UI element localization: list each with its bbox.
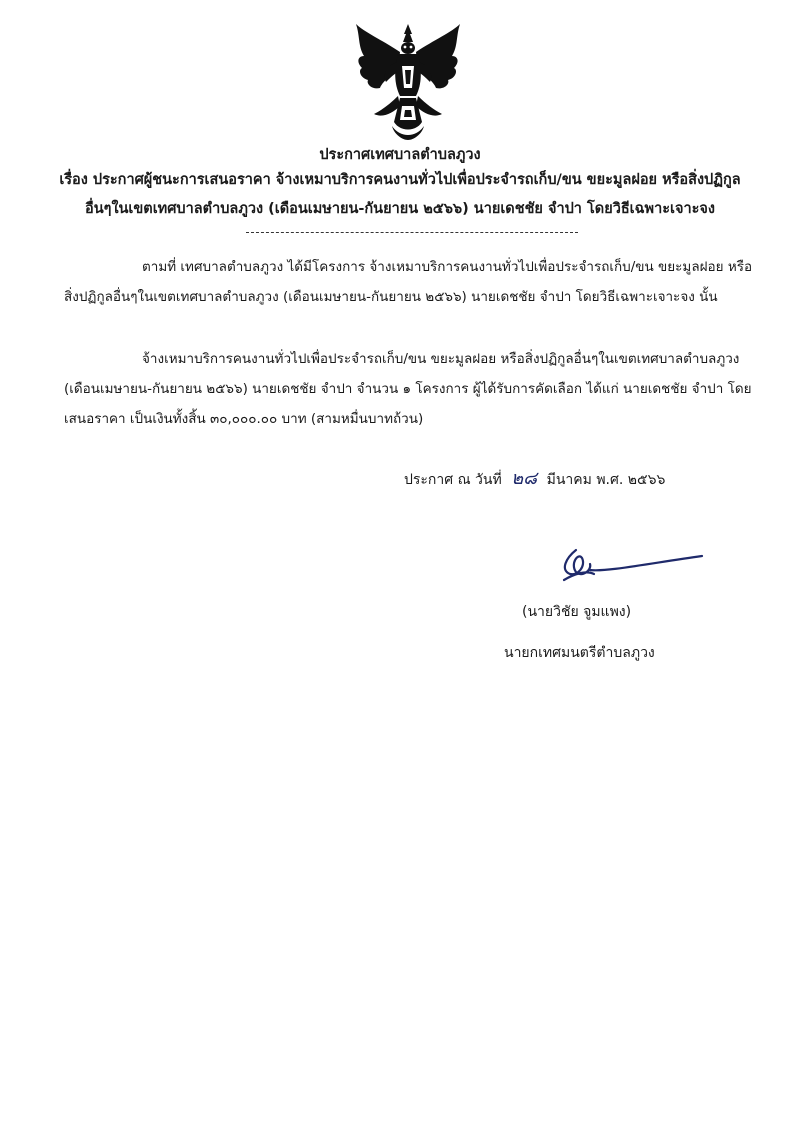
date-day-handwritten: ๒๘ [511, 468, 538, 489]
date-suffix: มีนาคม พ.ศ. ๒๕๖๖ [546, 472, 666, 488]
subject-line-2: อื่นๆในเขตเทศบาลตำบลภูวง (เดือนเมษายน-กันยายน ๒๕๖๖) นายเดชชัย จำปา โดยวิธีเฉพาะเจาะจง [85, 201, 715, 217]
date-prefix: ประกาศ ณ วันที่ [404, 472, 502, 488]
subject-heading [40, 166, 760, 224]
garuda-emblem-icon [352, 22, 464, 142]
announcement-date [404, 463, 665, 492]
organization-title: ประกาศเทศบาลตำบลภูวง [319, 147, 481, 163]
body-paragraph-1: ตามที่ เทศบาลตำบลภูวง ได้มีโครงการ จ้างเหมาบริการคนงานทั่วไปเพื่อประจำรถเก็บ/ขน ขยะมูลฝอย หรือสิ่งปฏิกูลอื่นๆในเขตเทศบาลตำบลภูวง (เดือนเมษายน-กันยายน ๒๕๖๖) นายเดชชัย จำปา โดยวิธีเฉพาะเจาะจง นั้น [64, 259, 753, 305]
signer-name: (นายวิชัย จูมแพง) [522, 604, 632, 620]
subject-line-1: เรื่อง ประกาศผู้ชนะการเสนอราคา จ้างเหมาบริการคนงานทั่วไปเพื่อประจำรถเก็บ/ขน ขยะมูลฝอย หรือสิ่งปฏิกูล [59, 172, 741, 188]
signer-position: นายกเทศมนตรีตำบลภูวง [504, 645, 655, 661]
divider [246, 232, 578, 233]
body-paragraph-2: จ้างเหมาบริการคนงานทั่วไปเพื่อประจำรถเก็บ/ขน ขยะมูลฝอย หรือสิ่งปฏิกูลอื่นๆในเขตเทศบาลตำบลภูวง (เดือนเมษายน-กันยายน ๒๕๖๖) นายเดชชัย จำปา จำนวน ๑ โครงการ ผู้ได้รับการคัดเลือก ได้แก่ นายเดชชัย จำปา โดยเสนอราคา เป็นเงินทั้งสิ้น ๓๐,๐๐๐.๐๐ บาท (สามหมื่นบาทถ้วน) [64, 351, 752, 427]
signature-icon [556, 540, 706, 600]
